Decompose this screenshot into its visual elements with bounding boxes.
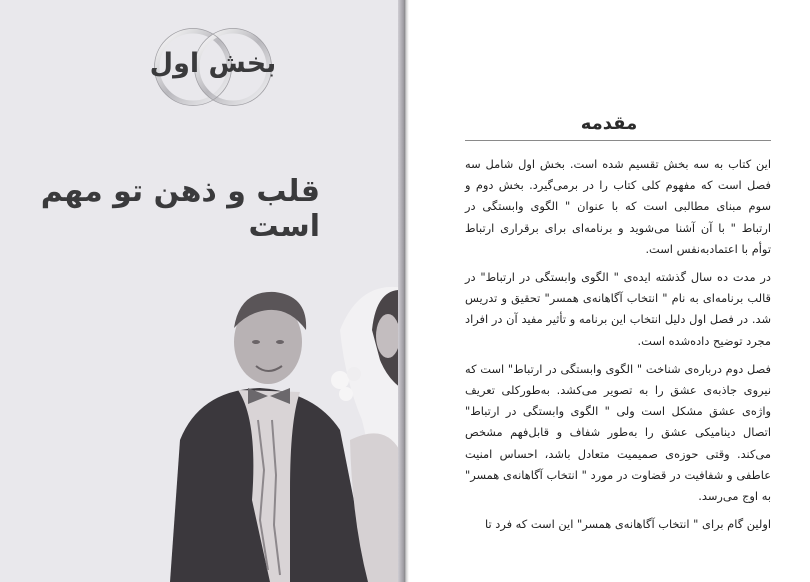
paragraph: فصل دوم درباره‌ی شناخت " الگوی وابستگی در ارتباط" است که نیروی جاذبه‌ی عشق را به تصویر می‌کشد. به‌طورکلی تعریف واژه‌ی عشق مشکل است ولی " الگوی وابستگی در ارتباط" اتصال دینامیکی عشق را به‌طور شفاف و قابل‌فهم مشخص می‌کند. وقتی حوزه‌ی صمیمیت متعادل باشد، احساس امنیت عاطفی و شفافیت در قضاوت در مورد " انتخاب آگاهانه‌ی همسر" به اوج می‌رسد.	[465, 361, 771, 504]
part-label: بخش اول	[149, 48, 277, 79]
right-page	[409, 0, 810, 582]
paragraph: اولین گام برای " انتخاب آگاهانه‌ی همسر" این است که فرد تا	[485, 517, 771, 532]
left-page	[0, 0, 404, 582]
section-title: مقدمه	[580, 113, 638, 134]
chapter-title: قلب و ذهن تو مهم است	[40, 174, 320, 244]
couple-photograph	[140, 270, 404, 582]
paragraph: این کتاب به سه بخش تقسیم شده است. بخش اول شامل سه فصل است که مفهوم کلی کتاب را در برمی‌گیرد. بخش دوم و سوم مبنای مطالبی است که با عنوان " الگوی وابستگی در ارتباط " با آن آشنا می‌شوید و برنامه‌ای برای برقراری ارتباط توأم با اعتمادبه‌نفس است.	[465, 157, 771, 256]
section-divider	[465, 140, 771, 141]
body-text	[465, 154, 771, 542]
paragraph: در مدت ده سال گذشته ایده‌ی " الگوی وابستگی در ارتباط" در قالب برنامه‌ای به نام " انتخاب آگاهانه‌ی همسر" تحقیق و تدریس شد. در فصل اول دلیل انتخاب این برنامه و تأثیر مفید آن در افراد مجرد توضیح داده‌شده است.	[465, 270, 771, 348]
